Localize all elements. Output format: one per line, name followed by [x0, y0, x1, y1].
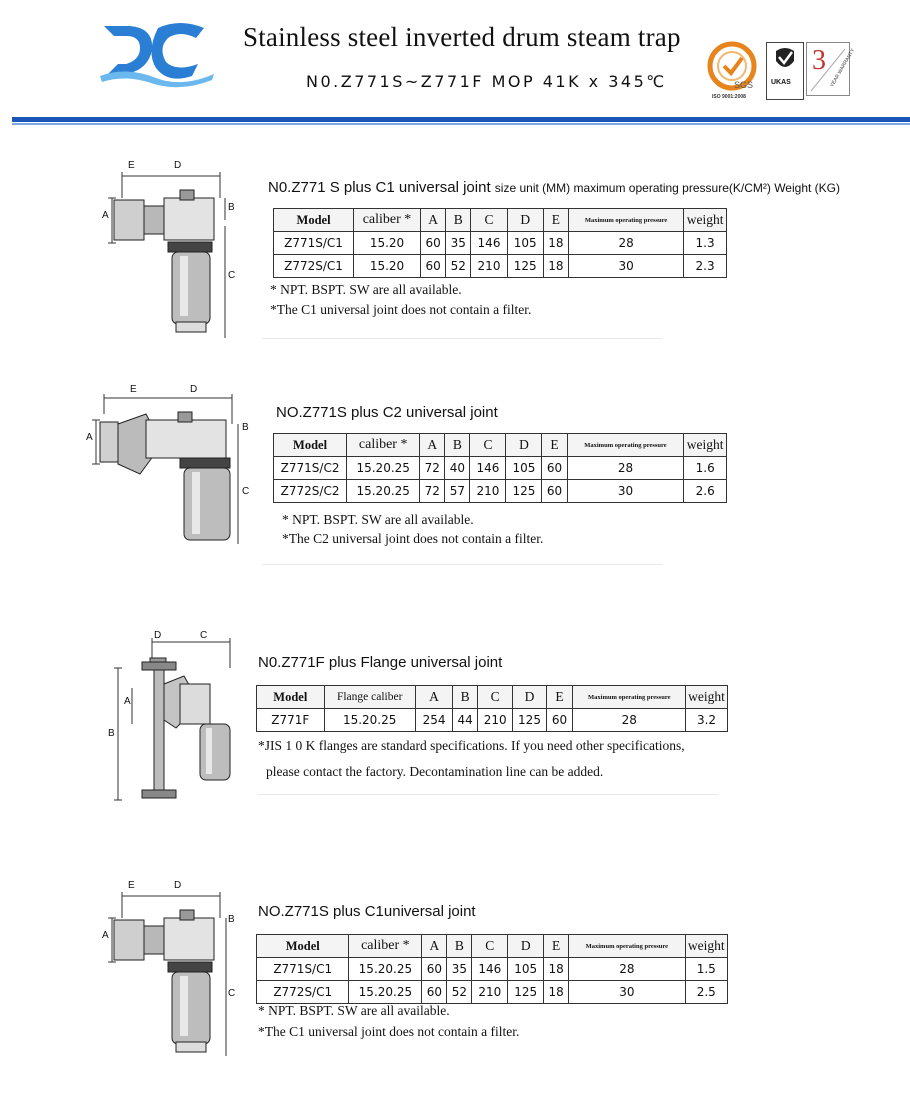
cell-b: 35 — [447, 958, 472, 981]
note: *The C2 universal joint does not contain a filter. — [282, 531, 544, 546]
cell-a: 60 — [420, 255, 445, 278]
cell-d: 125 — [513, 709, 546, 732]
col-header-a: A — [422, 935, 447, 958]
table-row — [274, 232, 727, 255]
cell-weight: 1.5 — [685, 958, 727, 981]
note: * NPT. BSPT. SW are all available. — [270, 282, 462, 297]
dim-label-a: A — [102, 930, 109, 941]
cell-c: 210 — [470, 480, 506, 503]
cell-model: Z771S/C1 — [257, 958, 349, 981]
table-row — [257, 981, 728, 1004]
col-header-d: D — [508, 935, 544, 958]
section-divider — [262, 338, 662, 339]
table-row — [274, 457, 727, 480]
col-header-b: B — [453, 686, 478, 709]
cell-pressure: 28 — [569, 958, 685, 981]
dim-label-a: A — [86, 432, 93, 443]
col-header-caliber: caliber * — [347, 434, 420, 457]
cell-e: 18 — [543, 255, 568, 278]
cell-caliber: 15.20.25 — [324, 709, 415, 732]
section-divider — [262, 564, 662, 565]
cell-a: 72 — [420, 480, 445, 503]
cell-pressure: 28 — [573, 709, 686, 732]
col-header-d: D — [507, 209, 543, 232]
cell-caliber: 15.20.25 — [349, 981, 422, 1004]
dim-label-b: B — [242, 422, 249, 433]
cell-d: 105 — [508, 958, 544, 981]
ukas-label: UKAS — [771, 79, 791, 86]
dim-label-b: B — [228, 202, 235, 213]
dim-label-c: C — [242, 486, 250, 497]
col-header-pressure: Maximum operating pressure — [569, 935, 685, 958]
cell-caliber: 15.20.25 — [347, 480, 420, 503]
cell-e: 60 — [542, 480, 567, 503]
header-rule-light — [12, 123, 910, 125]
cell-c: 210 — [471, 255, 507, 278]
col-header-pressure: Maximum operating pressure — [569, 209, 684, 232]
cell-e: 18 — [544, 981, 569, 1004]
cell-b: 57 — [445, 480, 470, 503]
table-header-row — [257, 935, 728, 958]
col-header-d: D — [506, 434, 542, 457]
cell-caliber: 15.20 — [354, 232, 421, 255]
col-header-b: B — [447, 935, 472, 958]
col-header-caliber: caliber * — [354, 209, 421, 232]
section-title: NO.Z771S plus C2 universal joint — [276, 404, 498, 421]
cell-c: 210 — [472, 981, 508, 1004]
table-header-row — [257, 686, 728, 709]
header-rule — [12, 117, 910, 122]
col-header-c: C — [477, 686, 512, 709]
dim-label-d: D — [154, 630, 162, 641]
cell-model: Z771S/C2 — [274, 457, 347, 480]
dim-label-d: D — [174, 160, 182, 171]
steam-trap-flange-diagram — [104, 628, 244, 806]
col-header-a: A — [415, 686, 453, 709]
warranty-text: YEAR WARRANTY — [829, 47, 857, 89]
col-header-weight: weight — [686, 686, 728, 709]
cell-weight: 2.5 — [685, 981, 727, 1004]
col-header-flange-caliber: Flange caliber — [324, 686, 415, 709]
col-header-d: D — [513, 686, 546, 709]
sgs-iso-badge — [704, 40, 764, 102]
spec-table — [256, 685, 728, 732]
col-header-model: Model — [274, 209, 354, 232]
cell-pressure: 28 — [569, 232, 684, 255]
cell-caliber: 15.20 — [354, 255, 421, 278]
cell-e: 60 — [546, 709, 573, 732]
col-header-e: E — [542, 434, 567, 457]
cell-c: 210 — [477, 709, 512, 732]
section-title-text: N0.Z771 S plus C1 universal joint — [268, 179, 491, 196]
cell-a: 60 — [422, 981, 447, 1004]
col-header-model: Model — [274, 434, 347, 457]
cell-model: Z772S/C1 — [274, 255, 354, 278]
section-title: N0.Z771F plus Flange universal joint — [258, 654, 503, 671]
dim-label-b: B — [108, 728, 115, 739]
dim-label-a: A — [124, 696, 131, 707]
page-subtitle: N0.Z771S~Z771F MOP 41K x 345℃ — [306, 72, 667, 91]
cell-a: 60 — [420, 232, 445, 255]
warranty-badge — [806, 42, 857, 96]
dim-label-c: C — [228, 270, 236, 281]
ukas-badge — [766, 42, 804, 100]
company-logo — [96, 18, 216, 88]
dim-label-e: E — [128, 880, 135, 891]
cell-e: 18 — [543, 232, 568, 255]
warranty-number: 3 — [812, 45, 826, 76]
col-header-pressure: Maximum operating pressure — [567, 434, 684, 457]
note: * NPT. BSPT. SW are all available. — [258, 1003, 450, 1018]
iso-label: ISO 9001:2008 — [712, 94, 746, 100]
col-header-c: C — [470, 434, 506, 457]
cell-b: 40 — [445, 457, 470, 480]
cell-e: 60 — [542, 457, 567, 480]
cell-model: Z771F — [257, 709, 325, 732]
cell-weight: 1.6 — [684, 457, 727, 480]
section-title — [268, 179, 840, 196]
dim-label-e: E — [130, 384, 137, 395]
dim-label-a: A — [102, 210, 109, 221]
col-header-b: B — [446, 209, 471, 232]
col-header-a: A — [420, 209, 445, 232]
col-header-b: B — [445, 434, 470, 457]
dim-label-e: E — [128, 160, 135, 171]
cell-d: 125 — [506, 480, 542, 503]
cell-weight: 1.3 — [684, 232, 727, 255]
table-header-row — [274, 434, 727, 457]
note: * NPT. BSPT. SW are all available. — [282, 512, 474, 527]
table-header-row — [274, 209, 727, 232]
col-header-caliber: caliber * — [349, 935, 422, 958]
cell-a: 60 — [422, 958, 447, 981]
cell-d: 105 — [506, 457, 542, 480]
dim-label-d: D — [174, 880, 182, 891]
dim-label-c: C — [200, 630, 208, 641]
dim-label-d: D — [190, 384, 198, 395]
cell-e: 18 — [544, 958, 569, 981]
col-header-c: C — [472, 935, 508, 958]
cell-c: 146 — [472, 958, 508, 981]
cell-d: 125 — [508, 981, 544, 1004]
table-row — [257, 709, 728, 732]
col-header-model: Model — [257, 935, 349, 958]
cell-c: 146 — [470, 457, 506, 480]
dim-label-c: C — [228, 988, 236, 999]
cell-b: 35 — [446, 232, 471, 255]
table-row — [257, 958, 728, 981]
cell-d: 105 — [507, 232, 543, 255]
table-row — [274, 480, 727, 503]
col-header-model: Model — [257, 686, 325, 709]
spec-table — [256, 934, 728, 1004]
cell-pressure: 28 — [567, 457, 684, 480]
cell-weight: 2.6 — [684, 480, 727, 503]
col-header-c: C — [471, 209, 507, 232]
cell-b: 44 — [453, 709, 478, 732]
section-title-units: size unit (MM) maximum operating pressure(K/CM²) Weight (KG) — [494, 181, 840, 195]
col-header-e: E — [544, 935, 569, 958]
cell-weight: 2.3 — [684, 255, 727, 278]
cell-c: 146 — [471, 232, 507, 255]
cell-caliber: 15.20.25 — [347, 457, 420, 480]
col-header-a: A — [420, 434, 445, 457]
cell-model: Z772S/C1 — [257, 981, 349, 1004]
cell-b: 52 — [446, 255, 471, 278]
spec-table — [273, 433, 727, 503]
steam-trap-c1-diagram — [100, 158, 245, 353]
section-divider — [258, 794, 718, 795]
col-header-weight: weight — [684, 209, 727, 232]
col-header-weight: weight — [684, 434, 727, 457]
cell-pressure: 30 — [569, 255, 684, 278]
cell-pressure: 30 — [569, 981, 685, 1004]
cell-a: 254 — [415, 709, 453, 732]
note: *JIS 1 0 K flanges are standard specifications. If you need other specifications, — [258, 738, 685, 753]
note: please contact the factory. Decontamination line can be added. — [266, 764, 604, 779]
cell-model: Z771S/C1 — [274, 232, 354, 255]
sgs-label: SGS — [734, 80, 754, 90]
col-header-e: E — [543, 209, 568, 232]
spec-table — [273, 208, 727, 278]
cell-b: 52 — [447, 981, 472, 1004]
col-header-e: E — [546, 686, 573, 709]
cell-pressure: 30 — [567, 480, 684, 503]
steam-trap-c2-diagram — [86, 384, 256, 559]
steam-trap-c1-diagram — [100, 880, 245, 1065]
note: *The C1 universal joint does not contain a filter. — [258, 1024, 520, 1039]
cell-a: 72 — [420, 457, 445, 480]
section-title: NO.Z771S plus C1universal joint — [258, 903, 476, 920]
cell-model: Z772S/C2 — [274, 480, 347, 503]
cell-weight: 3.2 — [686, 709, 728, 732]
dim-label-b: B — [228, 914, 235, 925]
col-header-weight: weight — [685, 935, 727, 958]
note: *The C1 universal joint does not contain a filter. — [270, 302, 532, 317]
cell-d: 125 — [507, 255, 543, 278]
col-header-pressure: Maximum operating pressure — [573, 686, 686, 709]
page-title: Stainless steel inverted drum steam trap — [243, 22, 681, 52]
cell-caliber: 15.20.25 — [349, 958, 422, 981]
table-row — [274, 255, 727, 278]
